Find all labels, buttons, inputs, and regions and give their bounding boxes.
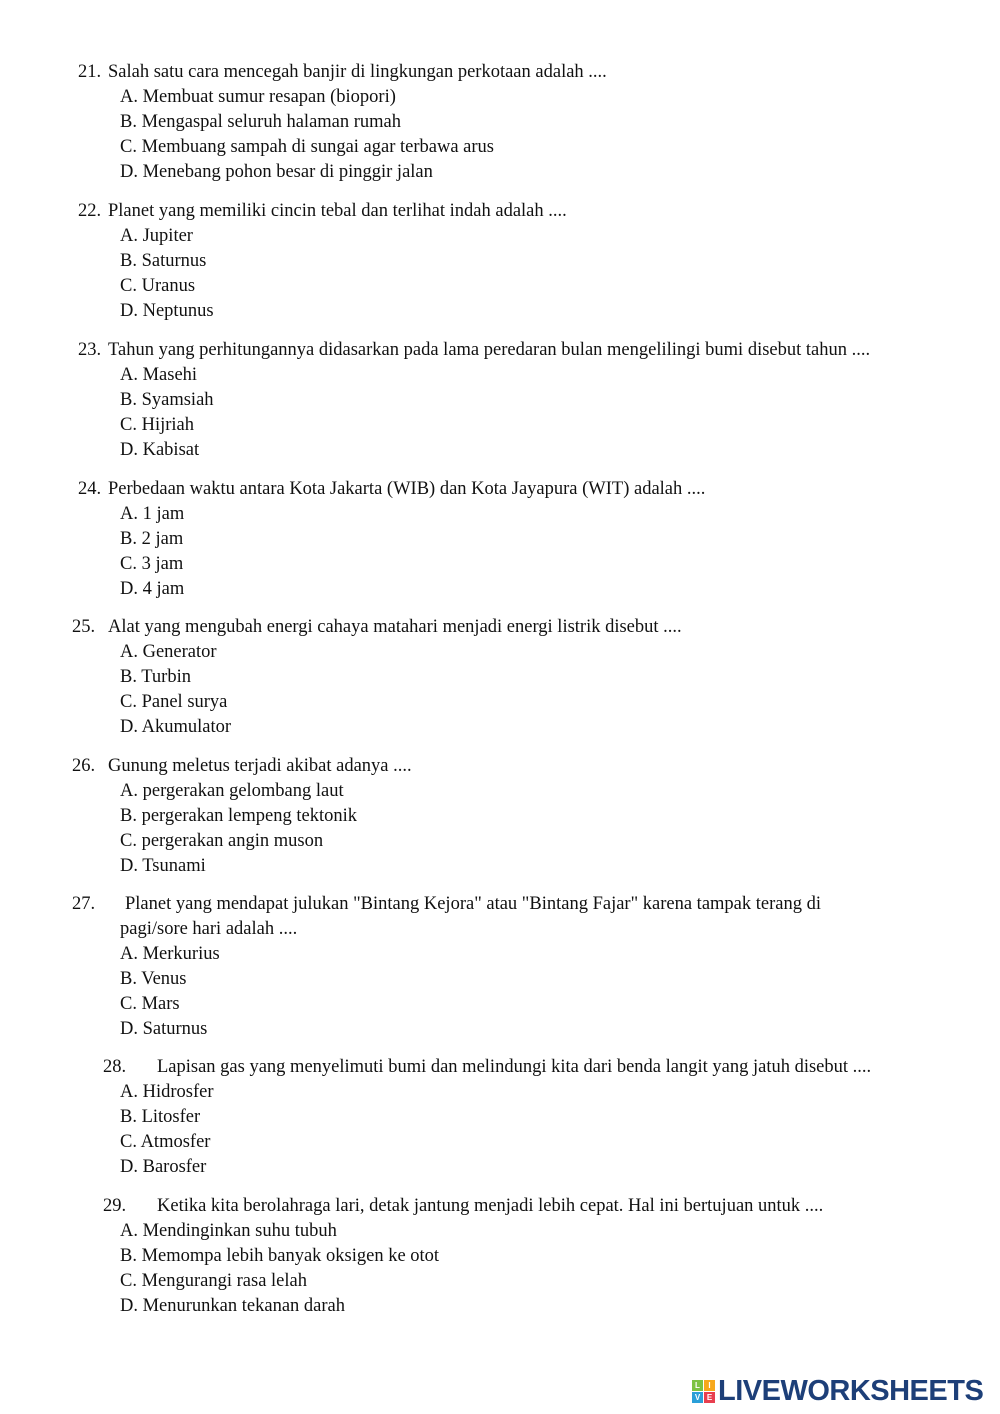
question-text: Gunung meletus terjadi akibat adanya .... <box>108 756 412 776</box>
answer-option: B. Syamsiah <box>120 390 214 410</box>
question-text: Perbedaan waktu antara Kota Jakarta (WIB) dan Kota Jayapura (WIT) adalah .... <box>108 479 706 499</box>
answer-option: A. Jupiter <box>120 226 193 246</box>
answer-option: A. Masehi <box>120 365 198 385</box>
answer-option: C. Uranus <box>120 276 196 296</box>
question-number: 25. <box>72 617 96 637</box>
logo-tiles-icon <box>692 1380 715 1403</box>
answer-option: D. Kabisat <box>120 440 200 460</box>
answer-option: D. Neptunus <box>120 301 214 321</box>
answer-option: D. Menurunkan tekanan darah <box>120 1296 345 1316</box>
question-text: pagi/sore hari adalah .... <box>120 919 298 939</box>
answer-option: B. 2 jam <box>120 529 184 549</box>
answer-option: C. Mengurangi rasa lelah <box>120 1271 307 1291</box>
answer-option: A. Generator <box>120 642 217 662</box>
answer-option: D. Saturnus <box>120 1019 208 1039</box>
answer-option: A. Membuat sumur resapan (biopori) <box>120 87 396 107</box>
answer-option: B. Venus <box>120 969 187 989</box>
logo-tile: L <box>692 1380 703 1391</box>
question-number: 26. <box>72 756 96 776</box>
question-number: 27. <box>72 894 96 914</box>
question-number: 29. <box>103 1196 127 1216</box>
answer-option: B. Memompa lebih banyak oksigen ke otot <box>120 1246 440 1266</box>
answer-option: A. Mendinginkan suhu tubuh <box>120 1221 337 1241</box>
answer-option: D. Akumulator <box>120 717 231 737</box>
answer-option: D. Menebang pohon besar di pinggir jalan <box>120 162 433 182</box>
answer-option: B. pergerakan lempeng tektonik <box>120 806 358 826</box>
question-text: Planet yang mendapat julukan "Bintang Kejora" atau "Bintang Fajar" karena tampak terang di <box>125 894 821 914</box>
logo-tile: E <box>704 1392 715 1403</box>
question-number: 23. <box>78 340 102 360</box>
answer-option: C. 3 jam <box>120 554 184 574</box>
answer-option: B. Litosfer <box>120 1107 201 1127</box>
question-text: Alat yang mengubah energi cahaya matahari menjadi energi listrik disebut .... <box>108 617 682 637</box>
question-text: Ketika kita berolahraga lari, detak jantung menjadi lebih cepat. Hal ini bertujuan untuk .... <box>157 1196 824 1216</box>
answer-option: C. Hijriah <box>120 415 194 435</box>
logo-text: LIVEWORKSHEETS <box>718 1375 984 1407</box>
question-text: Salah satu cara mencegah banjir di lingkungan perkotaan adalah .... <box>108 62 607 82</box>
answer-option: A. 1 jam <box>120 504 185 524</box>
answer-option: C. Atmosfer <box>120 1132 211 1152</box>
question-number: 22. <box>78 201 102 221</box>
question-text: Tahun yang perhitungannya didasarkan pada lama peredaran bulan mengelilingi bumi disebut tahun .... <box>108 340 871 360</box>
answer-option: D. Barosfer <box>120 1157 207 1177</box>
answer-option: A. pergerakan gelombang laut <box>120 781 344 801</box>
logo-tile: V <box>692 1392 703 1403</box>
answer-option: D. 4 jam <box>120 579 185 599</box>
liveworksheets-logo <box>692 1375 983 1408</box>
answer-option: A. Merkurius <box>120 944 220 964</box>
question-text: Planet yang memiliki cincin tebal dan terlihat indah adalah .... <box>108 201 567 221</box>
answer-option: D. Tsunami <box>120 856 206 876</box>
answer-option: B. Mengaspal seluruh halaman rumah <box>120 112 402 132</box>
answer-option: C. Membuang sampah di sungai agar terbawa arus <box>120 137 495 157</box>
answer-option: C. pergerakan angin muson <box>120 831 324 851</box>
question-number: 21. <box>78 62 102 82</box>
answer-option: C. Mars <box>120 994 180 1014</box>
question-number: 28. <box>103 1057 127 1077</box>
answer-option: B. Turbin <box>120 667 191 687</box>
answer-option: B. Saturnus <box>120 251 207 271</box>
logo-tile: I <box>704 1380 715 1391</box>
question-text: Lapisan gas yang menyelimuti bumi dan melindungi kita dari benda langit yang jatuh disebut .... <box>157 1057 872 1077</box>
question-number: 24. <box>78 479 102 499</box>
answer-option: C. Panel surya <box>120 692 228 712</box>
answer-option: A. Hidrosfer <box>120 1082 214 1102</box>
